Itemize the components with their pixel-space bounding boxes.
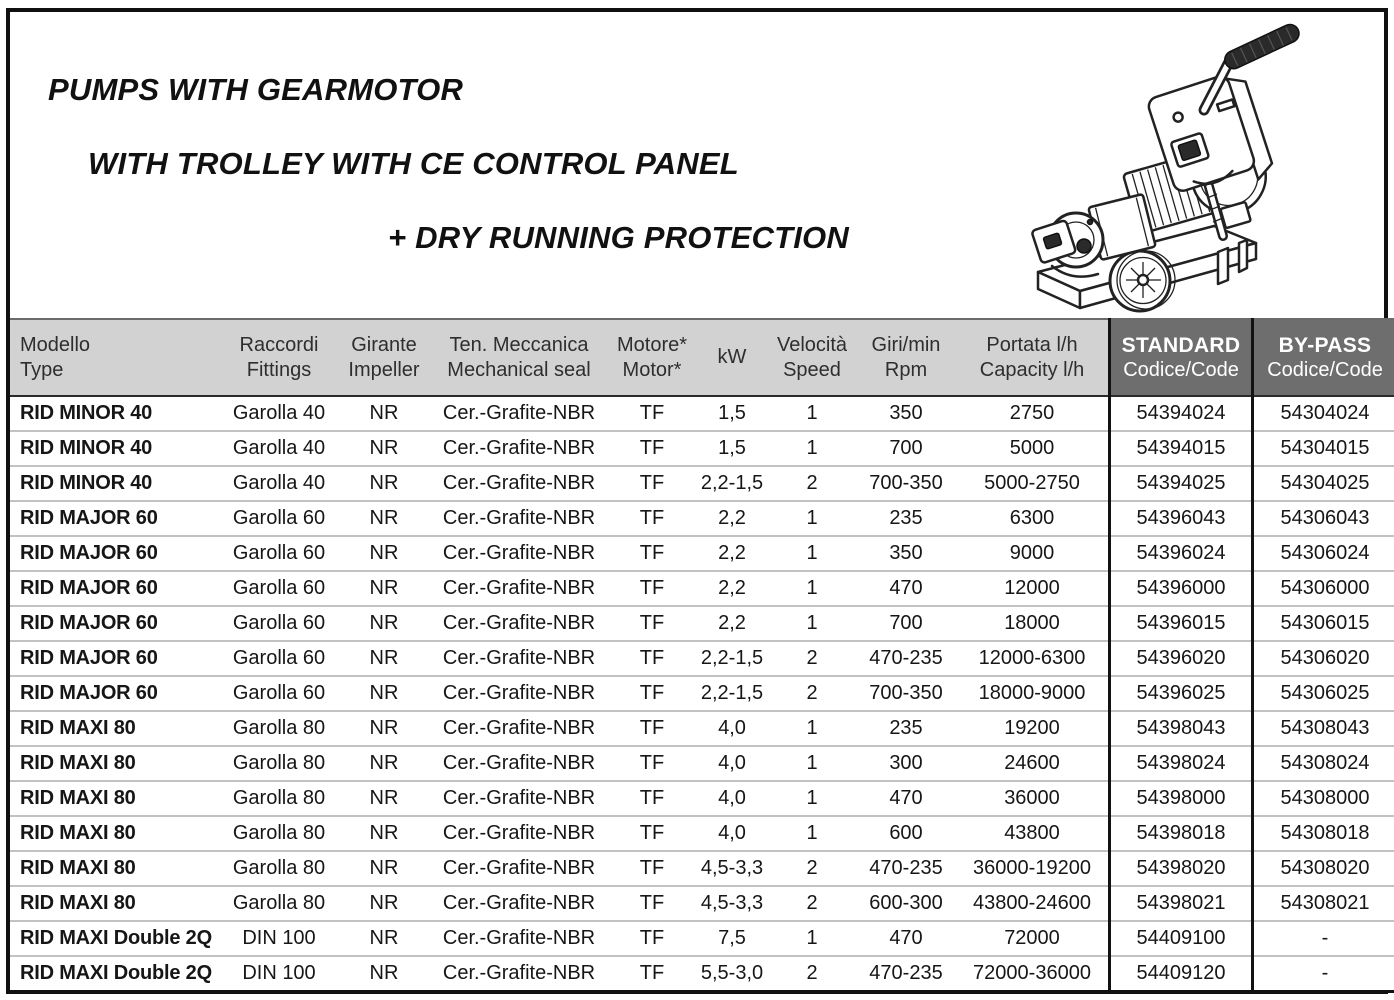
cell-fittings: Garolla 80 xyxy=(220,851,338,886)
column-header-model xyxy=(10,319,220,396)
table-row xyxy=(10,396,1394,431)
cell-fittings: Garolla 40 xyxy=(220,431,338,466)
cell-motor: TF xyxy=(608,396,696,431)
cell-standard: 54396025 xyxy=(1110,676,1253,711)
cell-kw: 2,2 xyxy=(696,606,768,641)
cell-kw: 1,5 xyxy=(696,396,768,431)
cell-seal: Cer.-Grafite-NBR xyxy=(430,501,608,536)
column-header-capacity-line1: Portata l/h xyxy=(986,333,1078,356)
column-header-impeller-line1: Girante xyxy=(351,333,417,356)
cell-motor: TF xyxy=(608,921,696,956)
cell-kw: 4,0 xyxy=(696,781,768,816)
column-header-kw-line1: kW xyxy=(717,346,747,368)
column-header-rpm-line1: Giri/min xyxy=(871,333,941,356)
cell-rpm: 470-235 xyxy=(856,641,956,676)
table-row xyxy=(10,851,1394,886)
header-row xyxy=(10,319,1394,396)
cell-impeller: NR xyxy=(338,501,430,536)
cell-impeller: NR xyxy=(338,606,430,641)
table-row xyxy=(10,676,1394,711)
cell-kw: 4,5-3,3 xyxy=(696,851,768,886)
cell-speed: 2 xyxy=(768,956,856,992)
cell-capacity: 36000 xyxy=(956,781,1110,816)
cell-impeller: NR xyxy=(338,886,430,921)
column-header-fittings xyxy=(220,319,338,396)
cell-capacity: 2750 xyxy=(956,396,1110,431)
table-row xyxy=(10,816,1394,851)
cell-bypass: 54306015 xyxy=(1253,606,1394,641)
cell-impeller: NR xyxy=(338,711,430,746)
cell-bypass: 54308043 xyxy=(1253,711,1394,746)
cell-capacity: 36000-19200 xyxy=(956,851,1110,886)
cell-rpm: 350 xyxy=(856,536,956,571)
cell-model: RID MAXI 80 xyxy=(10,781,220,816)
cell-fittings: Garolla 60 xyxy=(220,641,338,676)
cell-kw: 1,5 xyxy=(696,431,768,466)
cell-kw: 4,0 xyxy=(696,711,768,746)
cell-kw: 2,2-1,5 xyxy=(696,641,768,676)
cell-standard: 54396000 xyxy=(1110,571,1253,606)
cell-standard: 54396024 xyxy=(1110,536,1253,571)
cell-speed: 1 xyxy=(768,921,856,956)
cell-model: RID MAJOR 60 xyxy=(10,536,220,571)
cell-seal: Cer.-Grafite-NBR xyxy=(430,886,608,921)
cell-seal: Cer.-Grafite-NBR xyxy=(430,431,608,466)
cell-bypass: 54306025 xyxy=(1253,676,1394,711)
cell-motor: TF xyxy=(608,501,696,536)
column-header-speed-line2: Speed xyxy=(783,358,841,381)
cell-motor: TF xyxy=(608,746,696,781)
cell-standard: 54398000 xyxy=(1110,781,1253,816)
cell-rpm: 235 xyxy=(856,711,956,746)
cell-bypass: 54306024 xyxy=(1253,536,1394,571)
cell-seal: Cer.-Grafite-NBR xyxy=(430,536,608,571)
cell-model: RID MAJOR 60 xyxy=(10,501,220,536)
cell-model: RID MINOR 40 xyxy=(10,396,220,431)
cell-seal: Cer.-Grafite-NBR xyxy=(430,956,608,992)
cell-model: RID MAXI 80 xyxy=(10,711,220,746)
cell-motor: TF xyxy=(608,431,696,466)
table-row xyxy=(10,886,1394,921)
column-header-rpm xyxy=(856,319,956,396)
column-header-bypass-line1: BY-PASS xyxy=(1278,333,1372,357)
cell-capacity: 43800 xyxy=(956,816,1110,851)
cell-fittings: Garolla 80 xyxy=(220,886,338,921)
column-header-impeller-line2: Impeller xyxy=(348,358,420,381)
table-row xyxy=(10,501,1394,536)
cell-standard: 54396020 xyxy=(1110,641,1253,676)
cell-speed: 2 xyxy=(768,676,856,711)
cell-motor: TF xyxy=(608,571,696,606)
cell-rpm: 470 xyxy=(856,781,956,816)
cell-rpm: 700-350 xyxy=(856,676,956,711)
cell-motor: TF xyxy=(608,956,696,992)
column-header-standard-line1: STANDARD xyxy=(1121,333,1241,357)
cell-bypass: 54308021 xyxy=(1253,886,1394,921)
column-header-standard-line2: Codice/Code xyxy=(1123,358,1239,381)
table-row xyxy=(10,606,1394,641)
cell-capacity: 19200 xyxy=(956,711,1110,746)
cell-seal: Cer.-Grafite-NBR xyxy=(430,466,608,501)
column-header-fittings-line1: Raccordi xyxy=(239,333,319,356)
cell-bypass: 54304025 xyxy=(1253,466,1394,501)
cell-bypass: 54308000 xyxy=(1253,781,1394,816)
column-header-bypass-line2: Codice/Code xyxy=(1267,358,1383,381)
cell-model: RID MAXI 80 xyxy=(10,851,220,886)
table-row xyxy=(10,431,1394,466)
cell-impeller: NR xyxy=(338,431,430,466)
cell-bypass: 54304015 xyxy=(1253,431,1394,466)
cell-model: RID MAJOR 60 xyxy=(10,676,220,711)
cell-speed: 1 xyxy=(768,431,856,466)
cell-fittings: Garolla 80 xyxy=(220,746,338,781)
table-row xyxy=(10,746,1394,781)
cell-bypass: 54306020 xyxy=(1253,641,1394,676)
cell-impeller: NR xyxy=(338,816,430,851)
cell-standard: 54394025 xyxy=(1110,466,1253,501)
cell-impeller: NR xyxy=(338,571,430,606)
column-header-model-line2: Type xyxy=(20,358,64,381)
cell-speed: 2 xyxy=(768,851,856,886)
cell-motor: TF xyxy=(608,781,696,816)
spec-table-body xyxy=(10,396,1394,992)
cell-kw: 2,2 xyxy=(696,536,768,571)
cell-motor: TF xyxy=(608,466,696,501)
cell-impeller: NR xyxy=(338,851,430,886)
cell-impeller: NR xyxy=(338,956,430,992)
cell-seal: Cer.-Grafite-NBR xyxy=(430,571,608,606)
cell-seal: Cer.-Grafite-NBR xyxy=(430,606,608,641)
column-header-motor-line1: Motore* xyxy=(616,333,688,356)
cell-speed: 2 xyxy=(768,641,856,676)
cell-speed: 1 xyxy=(768,606,856,641)
cell-bypass: 54308020 xyxy=(1253,851,1394,886)
cell-fittings: Garolla 60 xyxy=(220,571,338,606)
column-header-capacity xyxy=(956,319,1110,396)
table-row xyxy=(10,536,1394,571)
cell-motor: TF xyxy=(608,606,696,641)
cell-impeller: NR xyxy=(338,921,430,956)
spec-table-header xyxy=(10,319,1394,396)
cell-fittings: Garolla 80 xyxy=(220,816,338,851)
cell-rpm: 235 xyxy=(856,501,956,536)
cell-fittings: Garolla 80 xyxy=(220,781,338,816)
cell-kw: 4,5-3,3 xyxy=(696,886,768,921)
cell-fittings: Garolla 60 xyxy=(220,501,338,536)
cell-standard: 54396015 xyxy=(1110,606,1253,641)
cell-rpm: 700-350 xyxy=(856,466,956,501)
column-header-kw xyxy=(696,319,768,396)
cell-impeller: NR xyxy=(338,781,430,816)
column-header-seal-line2: Mechanical seal xyxy=(447,358,591,381)
cell-motor: TF xyxy=(608,816,696,851)
cell-bypass: 54308024 xyxy=(1253,746,1394,781)
cell-seal: Cer.-Grafite-NBR xyxy=(430,816,608,851)
column-header-motor xyxy=(608,319,696,396)
cell-model: RID MAJOR 60 xyxy=(10,571,220,606)
column-header-motor-line2: Motor* xyxy=(622,358,682,381)
cell-bypass: 54304024 xyxy=(1253,396,1394,431)
cell-fittings: Garolla 40 xyxy=(220,396,338,431)
cell-model: RID MAJOR 60 xyxy=(10,641,220,676)
cell-model: RID MINOR 40 xyxy=(10,466,220,501)
cell-motor: TF xyxy=(608,851,696,886)
table-row xyxy=(10,781,1394,816)
cell-seal: Cer.-Grafite-NBR xyxy=(430,396,608,431)
cell-speed: 1 xyxy=(768,746,856,781)
column-header-bypass xyxy=(1253,319,1394,396)
cell-speed: 1 xyxy=(768,536,856,571)
table-row xyxy=(10,921,1394,956)
cell-seal: Cer.-Grafite-NBR xyxy=(430,781,608,816)
cell-rpm: 470 xyxy=(856,921,956,956)
cell-model: RID MAXI Double 2Q xyxy=(10,956,220,992)
cell-impeller: NR xyxy=(338,676,430,711)
cell-speed: 1 xyxy=(768,816,856,851)
cell-seal: Cer.-Grafite-NBR xyxy=(430,676,608,711)
cell-capacity: 72000-36000 xyxy=(956,956,1110,992)
cell-kw: 2,2 xyxy=(696,501,768,536)
cell-model: RID MAXI 80 xyxy=(10,816,220,851)
cell-speed: 2 xyxy=(768,886,856,921)
cell-rpm: 470 xyxy=(856,571,956,606)
cell-bypass: 54306043 xyxy=(1253,501,1394,536)
column-header-seal-line1: Ten. Meccanica xyxy=(449,333,589,356)
cell-motor: TF xyxy=(608,536,696,571)
cell-speed: 1 xyxy=(768,781,856,816)
page-title-line-1: PUMPS WITH GEARMOTOR xyxy=(48,72,464,107)
column-header-impeller xyxy=(338,319,430,396)
column-header-capacity-line2: Capacity l/h xyxy=(979,358,1085,381)
cell-kw: 2,2-1,5 xyxy=(696,676,768,711)
cell-seal: Cer.-Grafite-NBR xyxy=(430,711,608,746)
cell-motor: TF xyxy=(608,711,696,746)
cell-bypass: - xyxy=(1253,921,1394,956)
cell-fittings: DIN 100 xyxy=(220,921,338,956)
cell-kw: 5,5-3,0 xyxy=(696,956,768,992)
column-header-rpm-line2: Rpm xyxy=(884,358,928,381)
page-title-line-2: WITH TROLLEY WITH CE CONTROL PANEL xyxy=(88,146,739,181)
cell-fittings: Garolla 80 xyxy=(220,711,338,746)
cell-impeller: NR xyxy=(338,536,430,571)
cell-impeller: NR xyxy=(338,641,430,676)
cell-impeller: NR xyxy=(338,396,430,431)
cell-model: RID MAXI 80 xyxy=(10,886,220,921)
cell-fittings: DIN 100 xyxy=(220,956,338,992)
cell-seal: Cer.-Grafite-NBR xyxy=(430,746,608,781)
column-header-seal xyxy=(430,319,608,396)
cell-standard: 54398020 xyxy=(1110,851,1253,886)
cell-motor: TF xyxy=(608,641,696,676)
column-header-model-line1: Modello xyxy=(20,333,91,356)
page-title-line-3: + DRY RUNNING PROTECTION xyxy=(388,220,849,255)
cell-speed: 1 xyxy=(768,396,856,431)
cell-rpm: 350 xyxy=(856,396,956,431)
cell-kw: 2,2-1,5 xyxy=(696,466,768,501)
cell-standard: 54394024 xyxy=(1110,396,1253,431)
cell-standard: 54396043 xyxy=(1110,501,1253,536)
cell-model: RID MINOR 40 xyxy=(10,431,220,466)
cell-standard: 54398018 xyxy=(1110,816,1253,851)
table-row xyxy=(10,466,1394,501)
cell-standard: 54398024 xyxy=(1110,746,1253,781)
cell-standard: 54394015 xyxy=(1110,431,1253,466)
pump-trolley-illustration xyxy=(1018,14,1368,314)
cell-capacity: 24600 xyxy=(956,746,1110,781)
cell-kw: 2,2 xyxy=(696,571,768,606)
cell-model: RID MAXI Double 2Q xyxy=(10,921,220,956)
cell-capacity: 12000-6300 xyxy=(956,641,1110,676)
cell-fittings: Garolla 60 xyxy=(220,536,338,571)
cell-impeller: NR xyxy=(338,746,430,781)
cell-speed: 1 xyxy=(768,501,856,536)
cell-bypass: 54306000 xyxy=(1253,571,1394,606)
cell-capacity: 18000-9000 xyxy=(956,676,1110,711)
cell-speed: 1 xyxy=(768,571,856,606)
cell-rpm: 700 xyxy=(856,606,956,641)
cell-rpm: 600 xyxy=(856,816,956,851)
cell-kw: 4,0 xyxy=(696,746,768,781)
cell-capacity: 5000-2750 xyxy=(956,466,1110,501)
cell-capacity: 12000 xyxy=(956,571,1110,606)
cell-standard: 54398043 xyxy=(1110,711,1253,746)
cell-rpm: 700 xyxy=(856,431,956,466)
pump-spec-table xyxy=(10,318,1394,993)
table-row xyxy=(10,711,1394,746)
cell-motor: TF xyxy=(608,676,696,711)
cell-kw: 7,5 xyxy=(696,921,768,956)
cell-capacity: 5000 xyxy=(956,431,1110,466)
cell-standard: 54398021 xyxy=(1110,886,1253,921)
cell-kw: 4,0 xyxy=(696,816,768,851)
cell-rpm: 600-300 xyxy=(856,886,956,921)
table-row xyxy=(10,571,1394,606)
column-header-speed xyxy=(768,319,856,396)
cell-capacity: 43800-24600 xyxy=(956,886,1110,921)
cell-rpm: 470-235 xyxy=(856,851,956,886)
cell-seal: Cer.-Grafite-NBR xyxy=(430,921,608,956)
cell-seal: Cer.-Grafite-NBR xyxy=(430,641,608,676)
cell-rpm: 300 xyxy=(856,746,956,781)
cell-speed: 1 xyxy=(768,711,856,746)
column-header-speed-line1: Velocità xyxy=(776,333,848,356)
cell-model: RID MAJOR 60 xyxy=(10,606,220,641)
cell-motor: TF xyxy=(608,886,696,921)
cell-standard: 54409120 xyxy=(1110,956,1253,992)
table-row xyxy=(10,641,1394,676)
cell-fittings: Garolla 60 xyxy=(220,606,338,641)
cell-rpm: 470-235 xyxy=(856,956,956,992)
column-header-fittings-line2: Fittings xyxy=(246,358,312,381)
cell-fittings: Garolla 40 xyxy=(220,466,338,501)
cell-bypass: - xyxy=(1253,956,1394,992)
cell-capacity: 18000 xyxy=(956,606,1110,641)
cell-standard: 54409100 xyxy=(1110,921,1253,956)
cell-capacity: 6300 xyxy=(956,501,1110,536)
table-row xyxy=(10,956,1394,992)
cell-capacity: 72000 xyxy=(956,921,1110,956)
cell-fittings: Garolla 60 xyxy=(220,676,338,711)
cell-model: RID MAXI 80 xyxy=(10,746,220,781)
cell-seal: Cer.-Grafite-NBR xyxy=(430,851,608,886)
cell-bypass: 54308018 xyxy=(1253,816,1394,851)
column-header-standard xyxy=(1110,319,1253,396)
cell-capacity: 9000 xyxy=(956,536,1110,571)
cell-speed: 2 xyxy=(768,466,856,501)
cell-impeller: NR xyxy=(338,466,430,501)
